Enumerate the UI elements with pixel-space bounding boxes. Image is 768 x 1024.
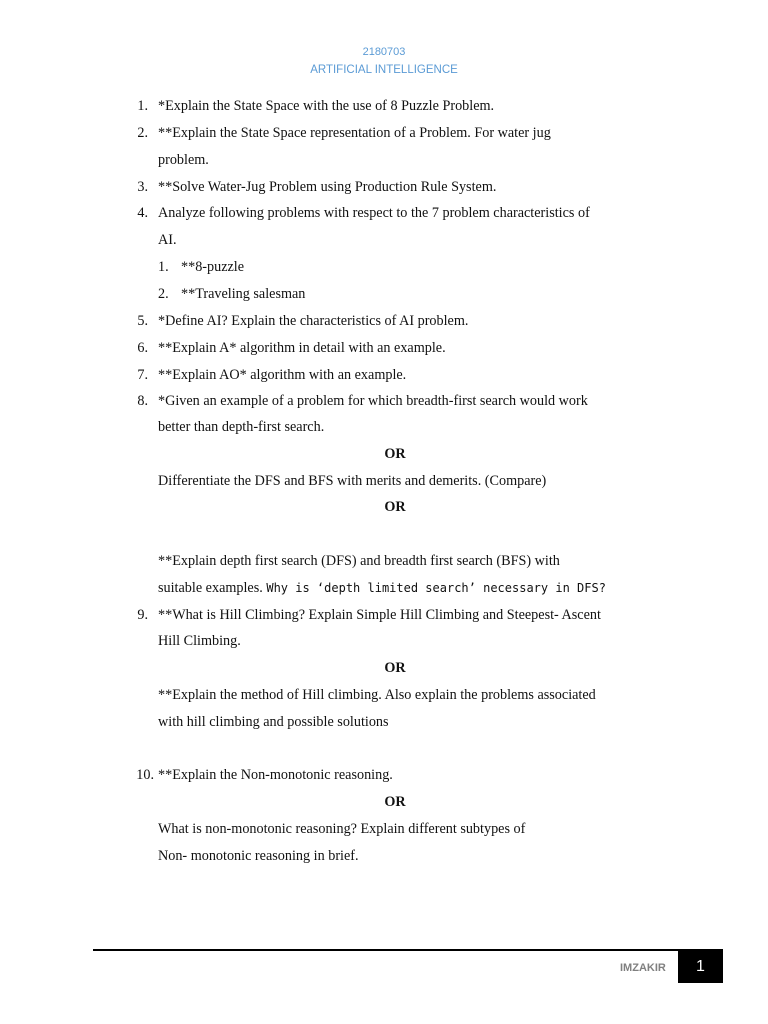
item-number: 3. bbox=[137, 179, 148, 195]
or-separator: OR bbox=[384, 446, 406, 462]
item-number: 1. bbox=[137, 98, 148, 114]
item-number: 8. bbox=[137, 393, 148, 409]
course-title: ARTIFICIAL INTELLIGENCE bbox=[310, 64, 458, 76]
item-number: 4. bbox=[137, 205, 148, 221]
alternative-question-text: **Explain the method of Hill climbing. Also explain the problems associated bbox=[158, 687, 596, 703]
course-code: 2180703 bbox=[362, 46, 406, 58]
alternative-question-text-part: Why is ‘depth limited search’ necessary in DFS? bbox=[266, 581, 606, 595]
alternative-question-text-part: suitable examples. bbox=[158, 580, 267, 596]
item-number: 7. bbox=[137, 367, 148, 383]
question-text: problem. bbox=[158, 152, 209, 168]
or-separator: OR bbox=[384, 499, 406, 515]
item-number: 6. bbox=[137, 340, 148, 356]
item-number: 9. bbox=[137, 607, 148, 623]
alternative-question-text: Non- monotonic reasoning in brief. bbox=[158, 848, 359, 864]
or-separator: OR bbox=[384, 794, 406, 810]
question-text: better than depth-first search. bbox=[158, 419, 325, 435]
question-text: Analyze following problems with respect to the 7 problem characteristics of bbox=[158, 205, 590, 221]
question-text: AI. bbox=[158, 232, 177, 248]
question-text: *Define AI? Explain the characteristics of AI problem. bbox=[158, 313, 469, 329]
alternative-question-text: with hill climbing and possible solutions bbox=[158, 714, 389, 730]
question-text: Hill Climbing. bbox=[158, 633, 241, 649]
alternative-question-text: **Explain depth first search (DFS) and breadth first search (BFS) with bbox=[158, 553, 560, 569]
question-text: *Given an example of a problem for which breadth-first search would work bbox=[158, 393, 588, 409]
question-text: **What is Hill Climbing? Explain Simple Hill Climbing and Steepest- Ascent bbox=[158, 607, 601, 623]
or-separator: OR bbox=[384, 660, 406, 676]
item-number: 10. bbox=[136, 767, 154, 783]
footer-divider bbox=[93, 949, 723, 951]
page-number: 1 bbox=[678, 950, 723, 983]
question-text: **Explain A* algorithm in detail with an example. bbox=[158, 340, 446, 356]
question-text: **Explain AO* algorithm with an example. bbox=[158, 367, 407, 383]
alternative-question-text: Differentiate the DFS and BFS with merits and demerits. (Compare) bbox=[158, 473, 547, 489]
item-number: 5. bbox=[137, 313, 148, 329]
sub-item-text: **8-puzzle bbox=[181, 259, 245, 275]
sub-item-number: 1. bbox=[158, 259, 169, 275]
sub-item-number: 2. bbox=[158, 286, 169, 302]
question-text: **Explain the Non-monotonic reasoning. bbox=[158, 767, 393, 783]
footer-author: IMZAKIR bbox=[620, 962, 666, 974]
question-text: **Explain the State Space representation of a Problem. For water jug bbox=[158, 125, 551, 141]
alternative-question-text bbox=[158, 579, 606, 597]
alternative-question-text: What is non-monotonic reasoning? Explain different subtypes of bbox=[158, 821, 526, 837]
question-text: *Explain the State Space with the use of 8 Puzzle Problem. bbox=[158, 98, 495, 114]
sub-item-text: **Traveling salesman bbox=[181, 286, 306, 302]
question-text: **Solve Water-Jug Problem using Production Rule System. bbox=[158, 179, 497, 195]
item-number: 2. bbox=[137, 125, 148, 141]
